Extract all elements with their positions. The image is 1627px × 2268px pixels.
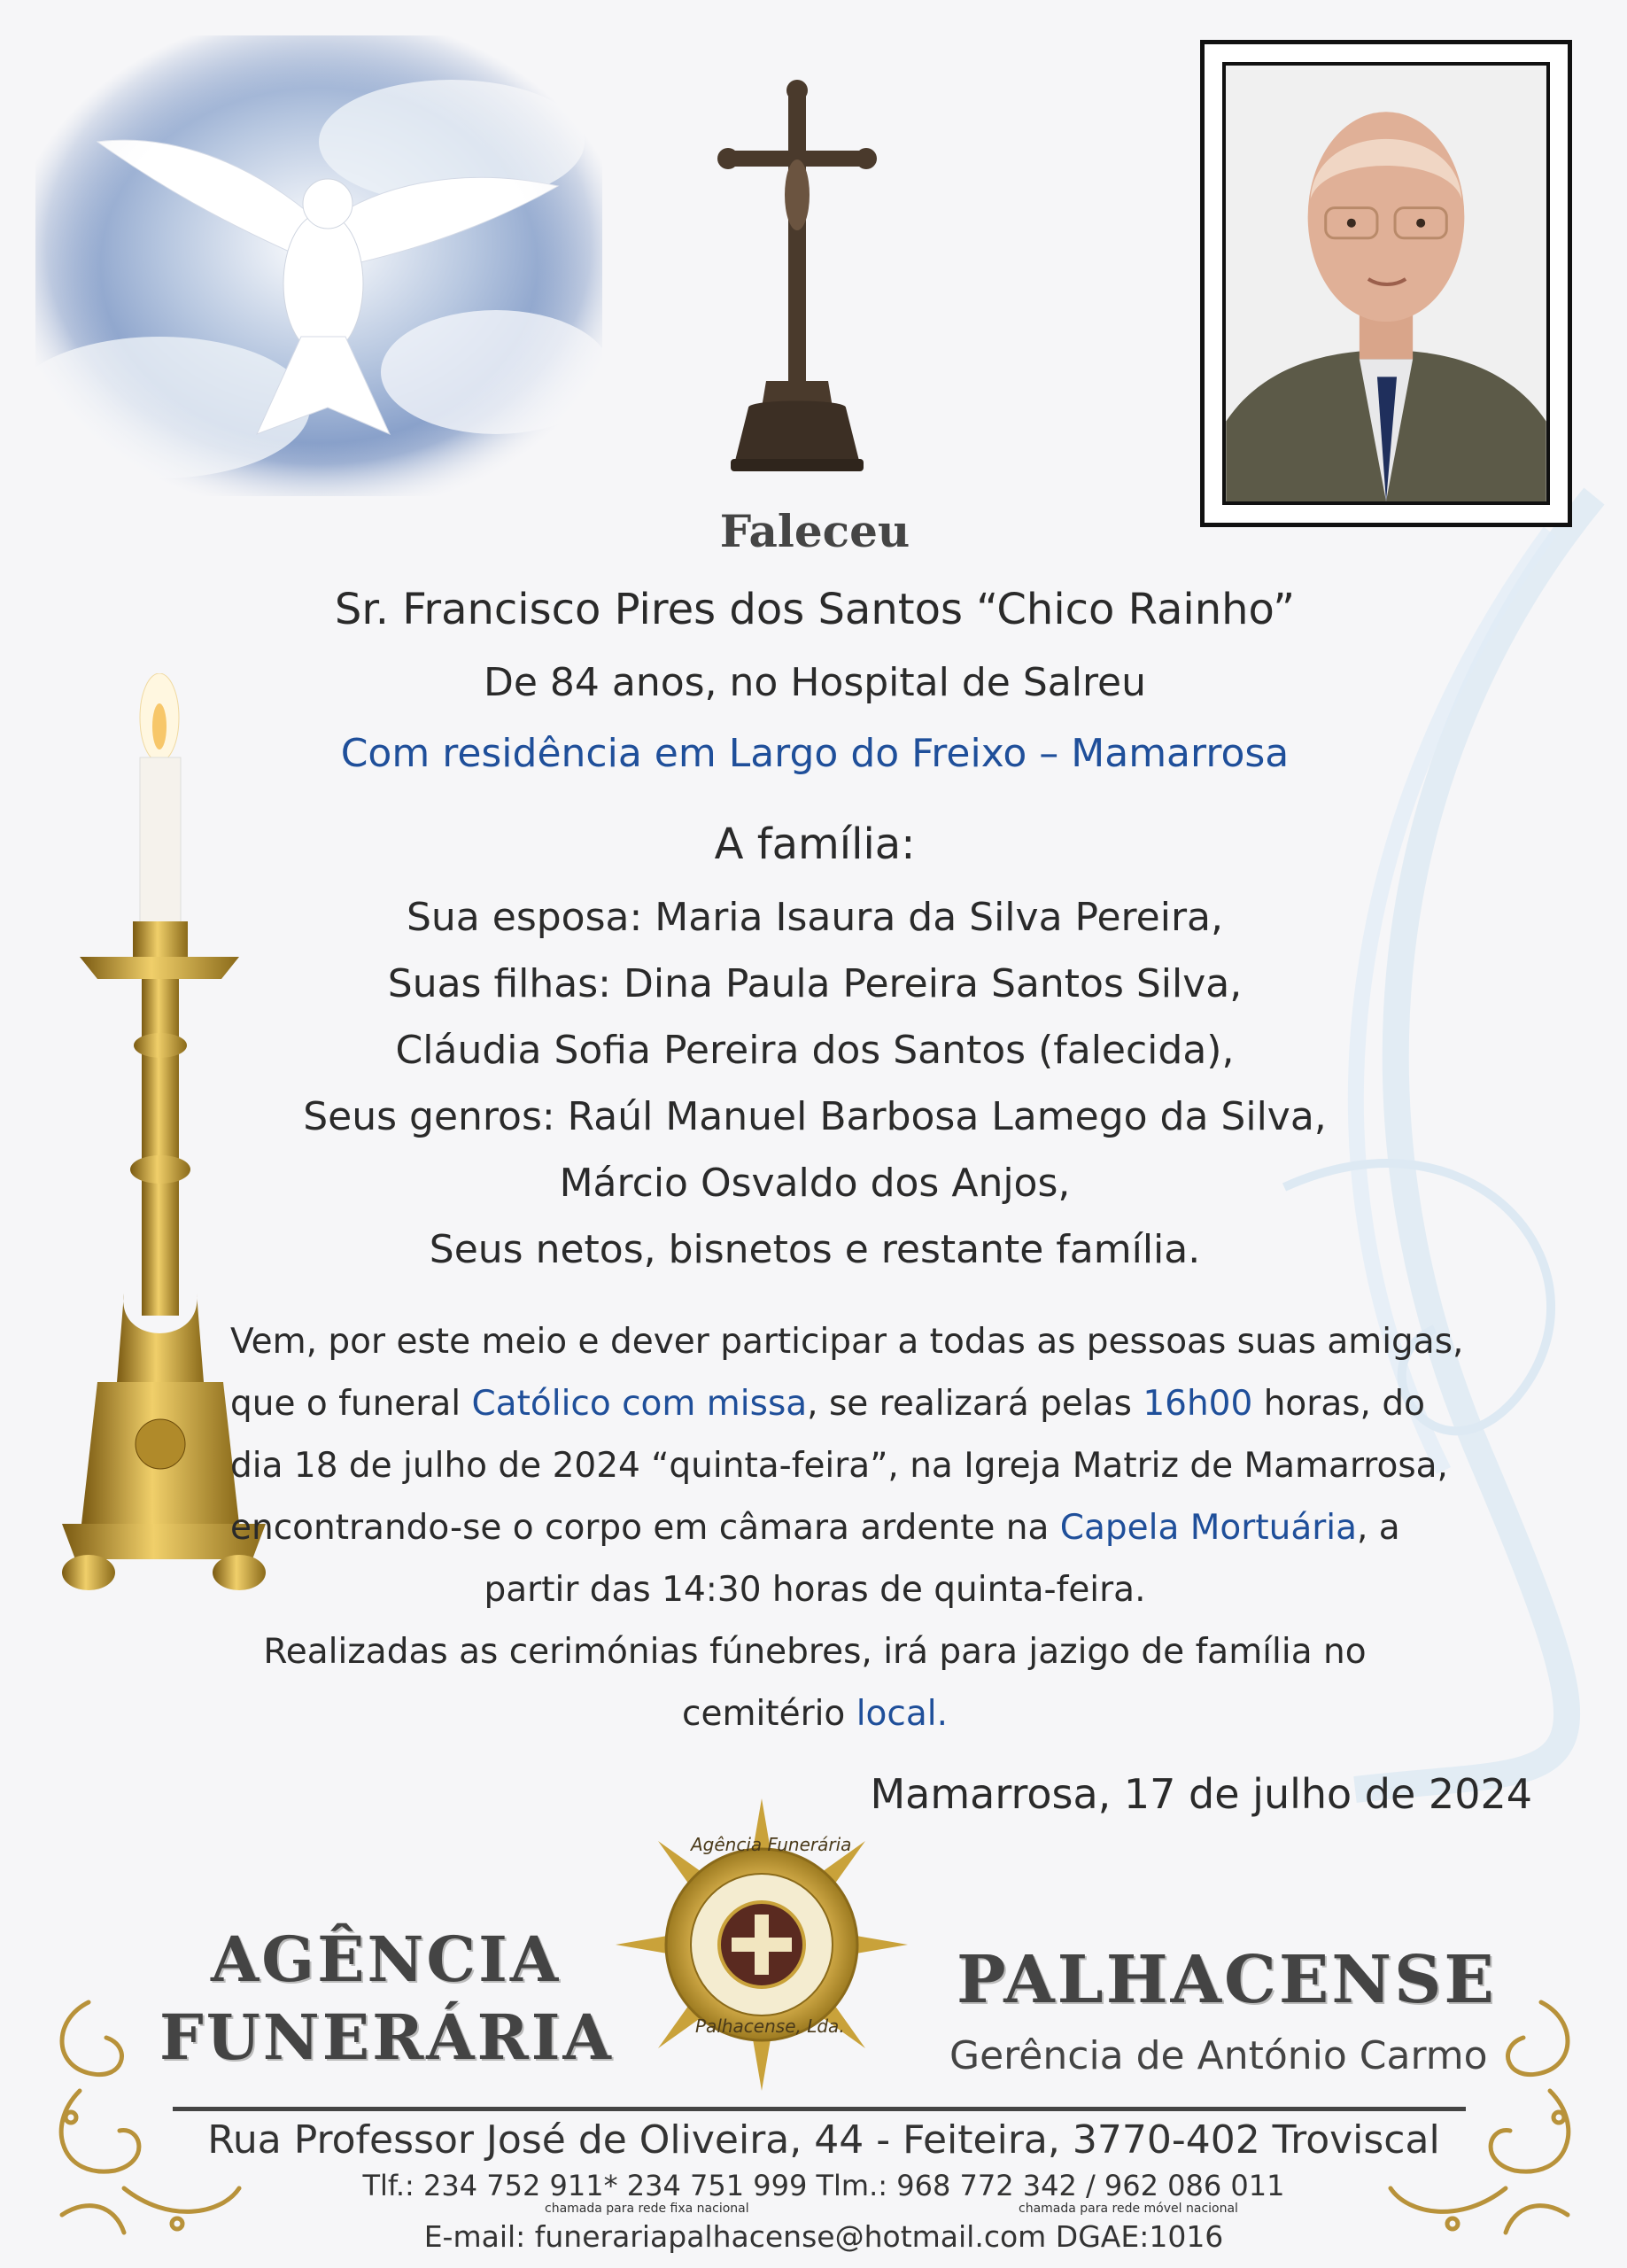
portrait-photo — [1222, 62, 1550, 505]
agency-word: AGÊNCIA — [211, 1922, 562, 1996]
funeral-text: , se realizará pelas — [807, 1384, 1143, 1424]
funeral-word: FUNERÁRIA — [159, 2000, 614, 2074]
dove-image — [35, 35, 602, 496]
portrait-illustration — [1226, 66, 1546, 501]
family-line: Sua esposa: Maria Isaura da Silva Pereira, — [406, 895, 1224, 940]
chapel-name: Capela Mortuária — [1059, 1508, 1357, 1548]
seal-text-top: Agência Funerária — [691, 1834, 852, 1855]
footer-divider — [173, 2107, 1466, 2111]
residence: Com residência em Largo do Freixo – Mamarrosa — [340, 731, 1290, 776]
agency-phones: Tlf.: 234 752 911* 234 751 999 Tlm.: 968 772 342 / 962 086 011 — [362, 2169, 1285, 2202]
seal-text-bottom: Palhacense, Lda. — [695, 2016, 845, 2037]
ceremony-type: Católico com missa — [471, 1384, 808, 1424]
family-line: Márcio Osvaldo dos Anjos, — [559, 1161, 1071, 1206]
funeral-line-2 — [230, 1384, 1425, 1424]
deceased-name: Sr. Francisco Pires dos Santos “Chico Rainho” — [334, 585, 1296, 634]
agency-email: E-mail: funerariapalhacense@hotmail.com DGAE:1016 — [423, 2219, 1224, 2254]
note-mobile-line: chamada para rede móvel nacional — [1019, 2202, 1238, 2216]
funeral-line-1: Vem, por este meio e dever participar a todas as pessoas suas amigas, — [230, 1322, 1464, 1362]
heading-faleceu: Faleceu — [719, 505, 910, 557]
agency-manager: Gerência de António Carmo — [949, 2033, 1488, 2078]
funeral-line-3: dia 18 de julho de 2024 “quinta-feira”, na Igreja Matriz de Mamarrosa, — [230, 1446, 1448, 1486]
funeral-text: horas, do — [1252, 1384, 1425, 1424]
agency-name: PALHACENSE — [957, 1942, 1497, 2018]
age-and-place: De 84 anos, no Hospital de Salreu — [483, 660, 1147, 705]
funeral-line-5: partir das 14:30 horas de quinta-feira. — [484, 1570, 1146, 1610]
agency-address: Rua Professor José de Oliveira, 44 - Feiteira, 3770-402 Troviscal — [207, 2117, 1440, 2163]
funeral-line-6: Realizadas as cerimónias fúnebres, irá para jazigo de família no — [263, 1632, 1367, 1672]
funeral-text: cemitério — [682, 1694, 856, 1734]
funeral-text: encontrando-se o corpo em câmara ardente na — [230, 1508, 1060, 1548]
portrait-frame — [1200, 40, 1572, 527]
funeral-line-4 — [230, 1508, 1399, 1548]
funeral-line-7 — [230, 1694, 1399, 1734]
family-line: Cláudia Sofia Pereira dos Santos (falecida), — [395, 1028, 1235, 1073]
family-line: Seus netos, bisnetos e restante família. — [429, 1227, 1201, 1272]
funeral-text: que o funeral — [230, 1384, 472, 1424]
family-line: Seus genros: Raúl Manuel Barbosa Lamego da Silva, — [303, 1094, 1327, 1139]
funeral-time: 16h00 — [1143, 1384, 1253, 1424]
crucifix-icon — [717, 80, 877, 478]
funeral-text: , a — [1357, 1508, 1400, 1548]
family-line: Suas filhas: Dina Paula Pereira Santos Silva, — [387, 961, 1243, 1006]
note-fixed-line: chamada para rede fixa nacional — [545, 2202, 749, 2216]
cemetery-location: local. — [856, 1694, 948, 1734]
place-and-date: Mamarrosa, 17 de julho de 2024 — [870, 1770, 1532, 1818]
family-heading: A família: — [714, 819, 916, 869]
